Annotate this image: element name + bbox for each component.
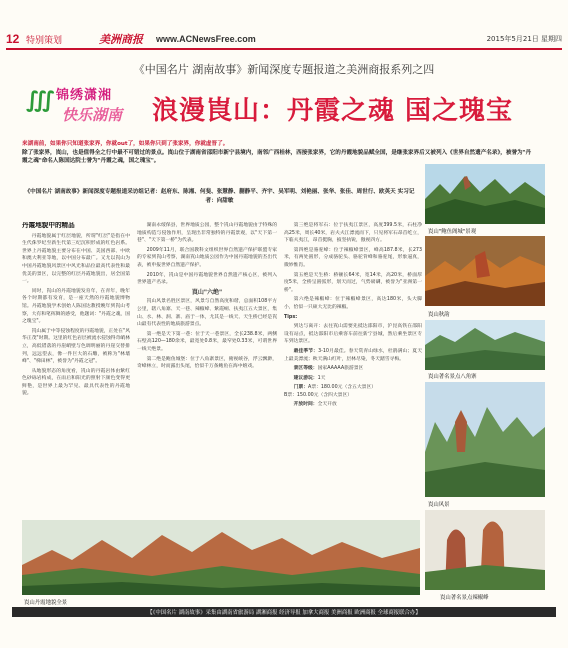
article-column-2: [137, 222, 277, 527]
photo-caption: 崀山秋韵: [428, 312, 450, 318]
subheading: 崀山"六绝": [191, 288, 223, 296]
info-time: 建议游玩：1天: [293, 375, 326, 381]
photo-mountains-1: [425, 164, 545, 224]
photo-caption: 崀山"鲍鱼阁城"景观: [428, 229, 477, 235]
info-hours: 开放时间：全天开放: [293, 402, 337, 408]
article-column-3: [284, 222, 422, 547]
logo-line-2: 快乐湖南: [62, 106, 123, 124]
photo-bajiaozhai: [425, 320, 545, 370]
issue-date: 2015年5月21日 星期四: [486, 35, 562, 43]
photo-landscape: [425, 382, 545, 497]
column-heading: 丹霞地貌中的精品: [22, 222, 75, 229]
paragraph: 第五绝是天生桥：桥额长64米，宽14米，高20米，桥面厚度5米，全桥呈圆弧形，划天而过，气势磅礴，被誉为"亚洲第一桥"。: [284, 272, 422, 293]
paragraph: 崀山风景名胜区景区，风景与自然高度和谐，总面积108平方公里，辖八角寨、天一巷、辣椒峰、紫霞峒、扶夷江五大景区，集山、水、林、洞、寨、庙于一体，尤其是一线天、天生桥已经是崀山最有代表性的地质旅游景点。: [137, 299, 277, 328]
intro-lead: 来湖南前，如果你只知道张家界，你就out了，如果你只到了张家界，你就虚晋了。: [22, 141, 229, 147]
footer-banner: 【《中国名片 湖南故事》采集由湖南省旅游局 湖湘商报 经济导报 加拿大商报 美洲商报 欧洲商报 全球商报联合办】: [12, 607, 556, 617]
paragraph: 第六绝是辣椒峰：位于辣椒峰景区，高达180米，头大脚小，恰似一只硕大无比的辣椒。: [284, 297, 422, 310]
paragraph: 到达与离开：去往崀山需要先抵达邵阳市，沪昆高铁在邵阳设有站点，抵达邵阳市后乘客车前往新宁县城，然后乘坐景区专车到达景区。: [284, 324, 422, 345]
series-title: 《中国名片 湖南故事》新闻深度专题报道之美洲商报系列之四: [133, 63, 435, 76]
tips-label: Tips:: [284, 314, 298, 320]
logo-mark-icon: ∭: [26, 88, 55, 113]
photo-caption: 崀山著名景点辣椒峰: [440, 595, 489, 601]
page-header: [6, 30, 562, 50]
info-best-season: 最佳季节：3-10月最佳。春天赏青山绿水，杜鹃满山；夏天上最美漂流；秋天满山红叶，层林尽染，冬天踏雪寻梅。: [284, 348, 422, 362]
paragraph: 第一绝是天下第一巷：位于天一巷景区，全长238.8米，两侧石壁高120—180余米，最宽处0.8米，最窄处0.33米，可谓世界一线天绝景。: [137, 331, 277, 352]
site-url: www.ACNewsFree.com: [156, 34, 256, 44]
info-ticket: 门票：A票：180.00元（含五大景区） B票：150.00元（含四大景区）: [284, 385, 377, 398]
paragraph: 湖南永绥保县，世界地质公园，整个崀山丹霞地貌由于特殊的地质构造与侵蚀作用，呈现出非常独特的丹霞景观，以"天下第一巷"、"天下第一桥"为代表。: [137, 223, 277, 244]
headline: 浪漫崀山：丹霞之魂 国之瑰宝: [152, 96, 514, 126]
page-number: 12: [6, 32, 20, 46]
paragraph: 第四绝是骆驼峰：位于辣椒峰景区，峰高187.8米，长273米，有两处圆形，分成骆驼头、骆驼背峰和骆驼尾，形象逼真，微妙惟肖。: [284, 247, 422, 268]
paragraph: 2010年，崀山是中国丹霞地貌世界自然遗产核心区，被列入世界遗产名录。: [137, 272, 277, 286]
photo-panorama: [22, 520, 420, 595]
intro-paragraph: [22, 140, 532, 166]
paragraph: 2009年11月，联合国教科文组织世界自然遗产保护联盟专家的专家到崀山考察，湖南崀山地质公园作为中国丹霞地貌的杰出代表，被申报世界自然遗产保护。: [137, 247, 277, 268]
paragraph: 丹霞地貌属于红层地貌，所谓"红层"是指在中生代侏罗纪至新生代第三纪沉积形成的红色岩系。世界上丹霞地貌主要分布在中国、美国西部、中欧和澳大利亚等地，以中国分布最广。又尤以崀山为中国丹霞地貌风景区中风光和品位最高代表性和最优美的景区，以完整的红层丹霞地貌出，居全国第一。: [22, 233, 130, 285]
paragraph: 同时，崀山的丹霞地貌发育年，在青年，晚年各个时期都有发育，是一座天然的丹霞地貌博物馆。丹霞地貌学术创始人陈国达教授晚年到崀山考察，大有和笔挥舞的感受，他题词："丹霞之魂，国之瑰宝"。: [22, 288, 130, 325]
section-label: 特别策划: [26, 35, 63, 46]
masthead-logo: 美洲商报: [99, 33, 143, 46]
paragraph: 崀山属于中等侵蚀程度的丹霞地貌，正处在"风华正茂"时期。这里的红色岩层被流水侵蚀得奇峭林立，高低错落的丹崖峭壁与色调明丽的丹崖交替排列，远远望去，像一件巨大的石雕，被称为"林墙峰"、"梯田林"，被誉为"丹霞之冠"。: [22, 328, 130, 365]
photo-caption: 崀山丹霞地貌全景: [24, 600, 68, 606]
paragraph: 从地貌形态的角度看，崀山的丹霞岩体由紫红色砂砾岩构成，在雨后和阳光的照射下颜色变得更鲜艳，是世界上最为罕见、最具代表性的丹霞地貌。: [22, 368, 130, 397]
photo-caption: 崀山著名景点八角寨: [428, 374, 477, 380]
photo-caption: 崀山风景: [428, 502, 450, 508]
paragraph: 第二绝是鲍鱼城堡：位于八角寨景区，俯视峡谷，浮云飘渺，奇峰林立，时而露出头尾，恰似千万条鲍鱼在海中嬉戏。: [137, 356, 277, 370]
photo-lajiaofeng: [425, 510, 545, 590]
reporter-credit: 《中国名片 湖南故事》新闻深度专题报道采访组记者：赵府东、陈湘、何斐、张慧静、蒯静平、齐宇、吴军明、刘艳丽、张华、张佳、周世行、欧英天 实习记者：向甜敏: [24, 189, 415, 204]
paragraph: 第三绝是将军石：位于扶夷江景区，高度399.5米，石柱净高25米，周长40米，岩夫夫江漂流而下，只见将军石昂首屹立，下临夫夷江，昂首挺胸，披坚执锐，傲视四方。: [284, 223, 422, 244]
info-level: 景区等级：国家AAAAA旅游景区: [293, 366, 364, 372]
intro-body: 除了张家界，崀山，也是值得全之行中最不可错过的景点。崀山位于湖南省邵阳市新宁县境内，南邻广西桂林，西接张家界，它的丹霞地貌品赋全国，是继张家界后又被列入《世界自然遗产名录》，被誉为"丹霞之魂"命名人陈国达院士誉为"丹霞之魂，国之瑰宝"。: [22, 149, 532, 165]
hunan-logo: [26, 84, 146, 126]
photo-autumn: [425, 236, 545, 306]
logo-line-1: 锦绣潇湘: [56, 88, 113, 103]
